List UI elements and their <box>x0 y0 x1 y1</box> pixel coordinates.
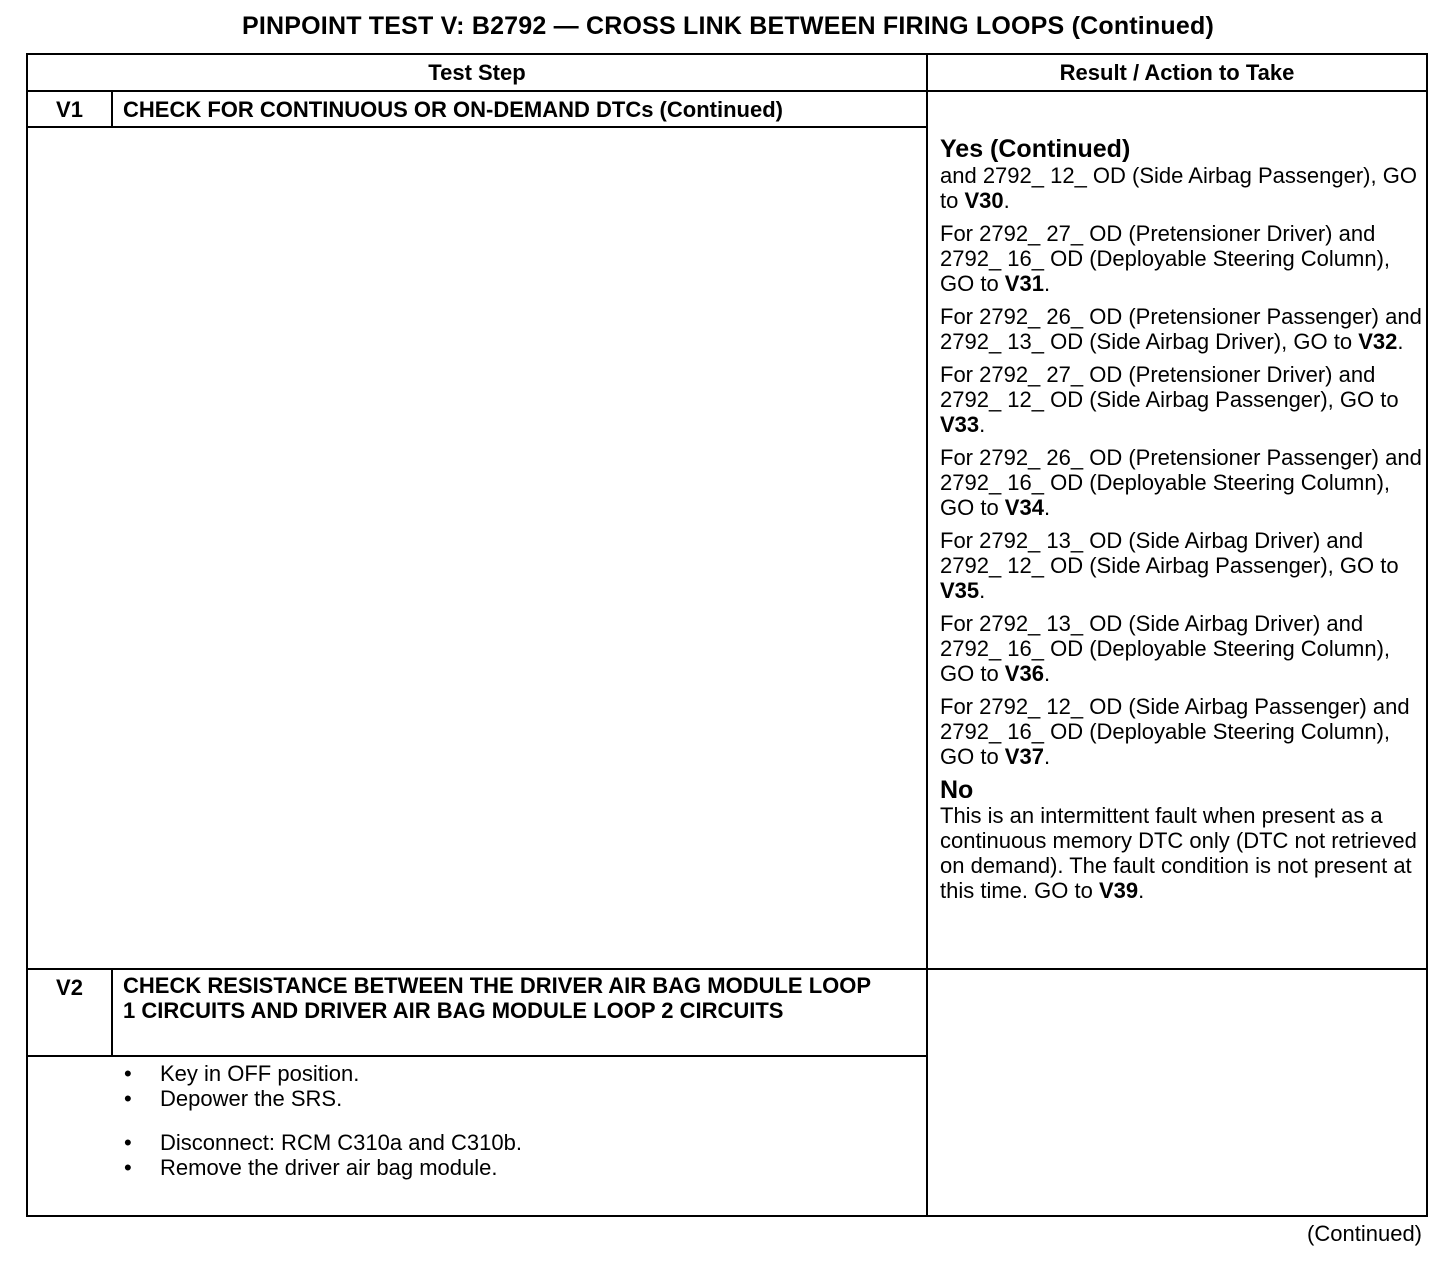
step-title-v2: CHECK RESISTANCE BETWEEN THE DRIVER AIR BAG MODULE LOOP 1 CIRCUITS AND DRIVER AIR BAG MODULE LOOP 2 CIRCUITS <box>123 973 871 1023</box>
bullet-item <box>124 1061 522 1086</box>
v1-row-bottom-line <box>28 968 1426 970</box>
header-result-action: Result / Action to Take <box>1059 60 1295 85</box>
result-entry-text: For 2792_ 26_ OD (Pretensioner Passenger) and 2792_ 16_ OD (Deployable Steering Column), GO to <box>940 445 1422 520</box>
goto-link[interactable]: V34 <box>1004 495 1044 520</box>
goto-link[interactable]: V36 <box>1004 661 1044 686</box>
v2-instructions <box>124 1061 522 1180</box>
goto-link[interactable]: V39 <box>1098 878 1139 903</box>
result-entry-text: For 2792_ 13_ OD (Side Airbag Driver) and 2792_ 12_ OD (Side Airbag Passenger), GO to <box>940 528 1399 578</box>
result-entry: For 2792_ 13_ OD (Side Airbag Driver) and 2792_ 12_ OD (Side Airbag Passenger), GO to V35. <box>940 528 1399 603</box>
bullet-icon: • <box>124 1061 132 1086</box>
goto-link[interactable]: V37 <box>1004 744 1044 769</box>
step-title-v1: CHECK FOR CONTINUOUS OR ON-DEMAND DTCs (Continued) <box>123 97 783 122</box>
result-entry-text: For 2792_ 27_ OD (Pretensioner Driver) and 2792_ 16_ OD (Deployable Steering Column), GO to <box>940 221 1391 296</box>
result-entry: For 2792_ 26_ OD (Pretensioner Passenger) and 2792_ 16_ OD (Deployable Steering Column), GO to V34. <box>940 445 1422 520</box>
bullet-item <box>124 1086 522 1111</box>
goto-link[interactable]: V33 <box>940 412 980 437</box>
result-entry: For 2792_ 27_ OD (Pretensioner Driver) and 2792_ 12_ OD (Side Airbag Passenger), GO to V33. <box>940 362 1399 437</box>
no-heading: No <box>940 776 974 804</box>
result-entry-text: For 2792_ 13_ OD (Side Airbag Driver) and 2792_ 16_ OD (Deployable Steering Column), GO to <box>940 611 1391 686</box>
bullet-item <box>124 1155 522 1180</box>
result-entry: and 2792_ 12_ OD (Side Airbag Passenger), GO to V30. <box>940 163 1417 213</box>
step-id-divider-v2 <box>111 969 113 1056</box>
result-entry: For 2792_ 12_ OD (Side Airbag Passenger) and 2792_ 16_ OD (Deployable Steering Column), GO to V37. <box>940 694 1410 769</box>
bullet-text: Depower the SRS. <box>160 1086 343 1111</box>
continued-label: (Continued) <box>1307 1221 1422 1246</box>
result-entry: For 2792_ 13_ OD (Side Airbag Driver) and 2792_ 16_ OD (Deployable Steering Column), GO to V36. <box>940 611 1391 686</box>
result-entry-text: For 2792_ 12_ OD (Side Airbag Passenger) and 2792_ 16_ OD (Deployable Steering Column), GO to <box>940 694 1410 769</box>
column-divider <box>926 55 928 1215</box>
bullet-icon: • <box>124 1086 132 1111</box>
step-id-v1: V1 <box>56 97 83 122</box>
pinpoint-test-table <box>26 53 1428 1217</box>
yes-heading: Yes (Continued) <box>940 135 1131 163</box>
header-bottom-line <box>28 90 1426 92</box>
goto-link[interactable]: V31 <box>1004 271 1044 296</box>
bullet-icon: • <box>124 1130 132 1155</box>
step-id-divider-v1 <box>111 91 113 127</box>
goto-link[interactable]: V32 <box>1358 329 1398 354</box>
result-entry-text: For 2792_ 26_ OD (Pretensioner Passenger) and 2792_ 13_ OD (Side Airbag Driver), GO to <box>940 304 1422 354</box>
bullet-text: Disconnect: RCM C310a and C310b. <box>160 1130 522 1155</box>
bullet-text: Remove the driver air bag module. <box>160 1155 498 1180</box>
header-test-step: Test Step <box>428 60 526 85</box>
result-entry: For 2792_ 27_ OD (Pretensioner Driver) and 2792_ 16_ OD (Deployable Steering Column), GO to V31. <box>940 221 1391 296</box>
bullet-text: Key in OFF position. <box>160 1061 360 1086</box>
page-title: PINPOINT TEST V: B2792 — CROSS LINK BETWEEN FIRING LOOPS (Continued) <box>242 12 1214 40</box>
v1-title-bottom-line <box>28 126 926 128</box>
result-entry: For 2792_ 26_ OD (Pretensioner Passenger) and 2792_ 13_ OD (Side Airbag Driver), GO to V32. <box>940 304 1422 354</box>
result-entry-text: and 2792_ 12_ OD (Side Airbag Passenger), GO to <box>940 163 1417 213</box>
result-entry-text: For 2792_ 27_ OD (Pretensioner Driver) and 2792_ 12_ OD (Side Airbag Passenger), GO to <box>940 362 1399 412</box>
v2-title-bottom-line <box>28 1055 926 1057</box>
bullet-icon: • <box>124 1155 132 1180</box>
goto-link[interactable]: V35 <box>940 578 980 603</box>
goto-link[interactable]: V30 <box>964 188 1004 213</box>
step-id-v2: V2 <box>56 975 83 1000</box>
bullet-item <box>124 1130 522 1155</box>
result-v1 <box>940 135 1426 903</box>
no-text: This is an intermittent fault when present as a continuous memory DTC only (DTC not retrieved on demand). The fault condition is not present at this time. GO to V39. <box>940 803 1417 903</box>
